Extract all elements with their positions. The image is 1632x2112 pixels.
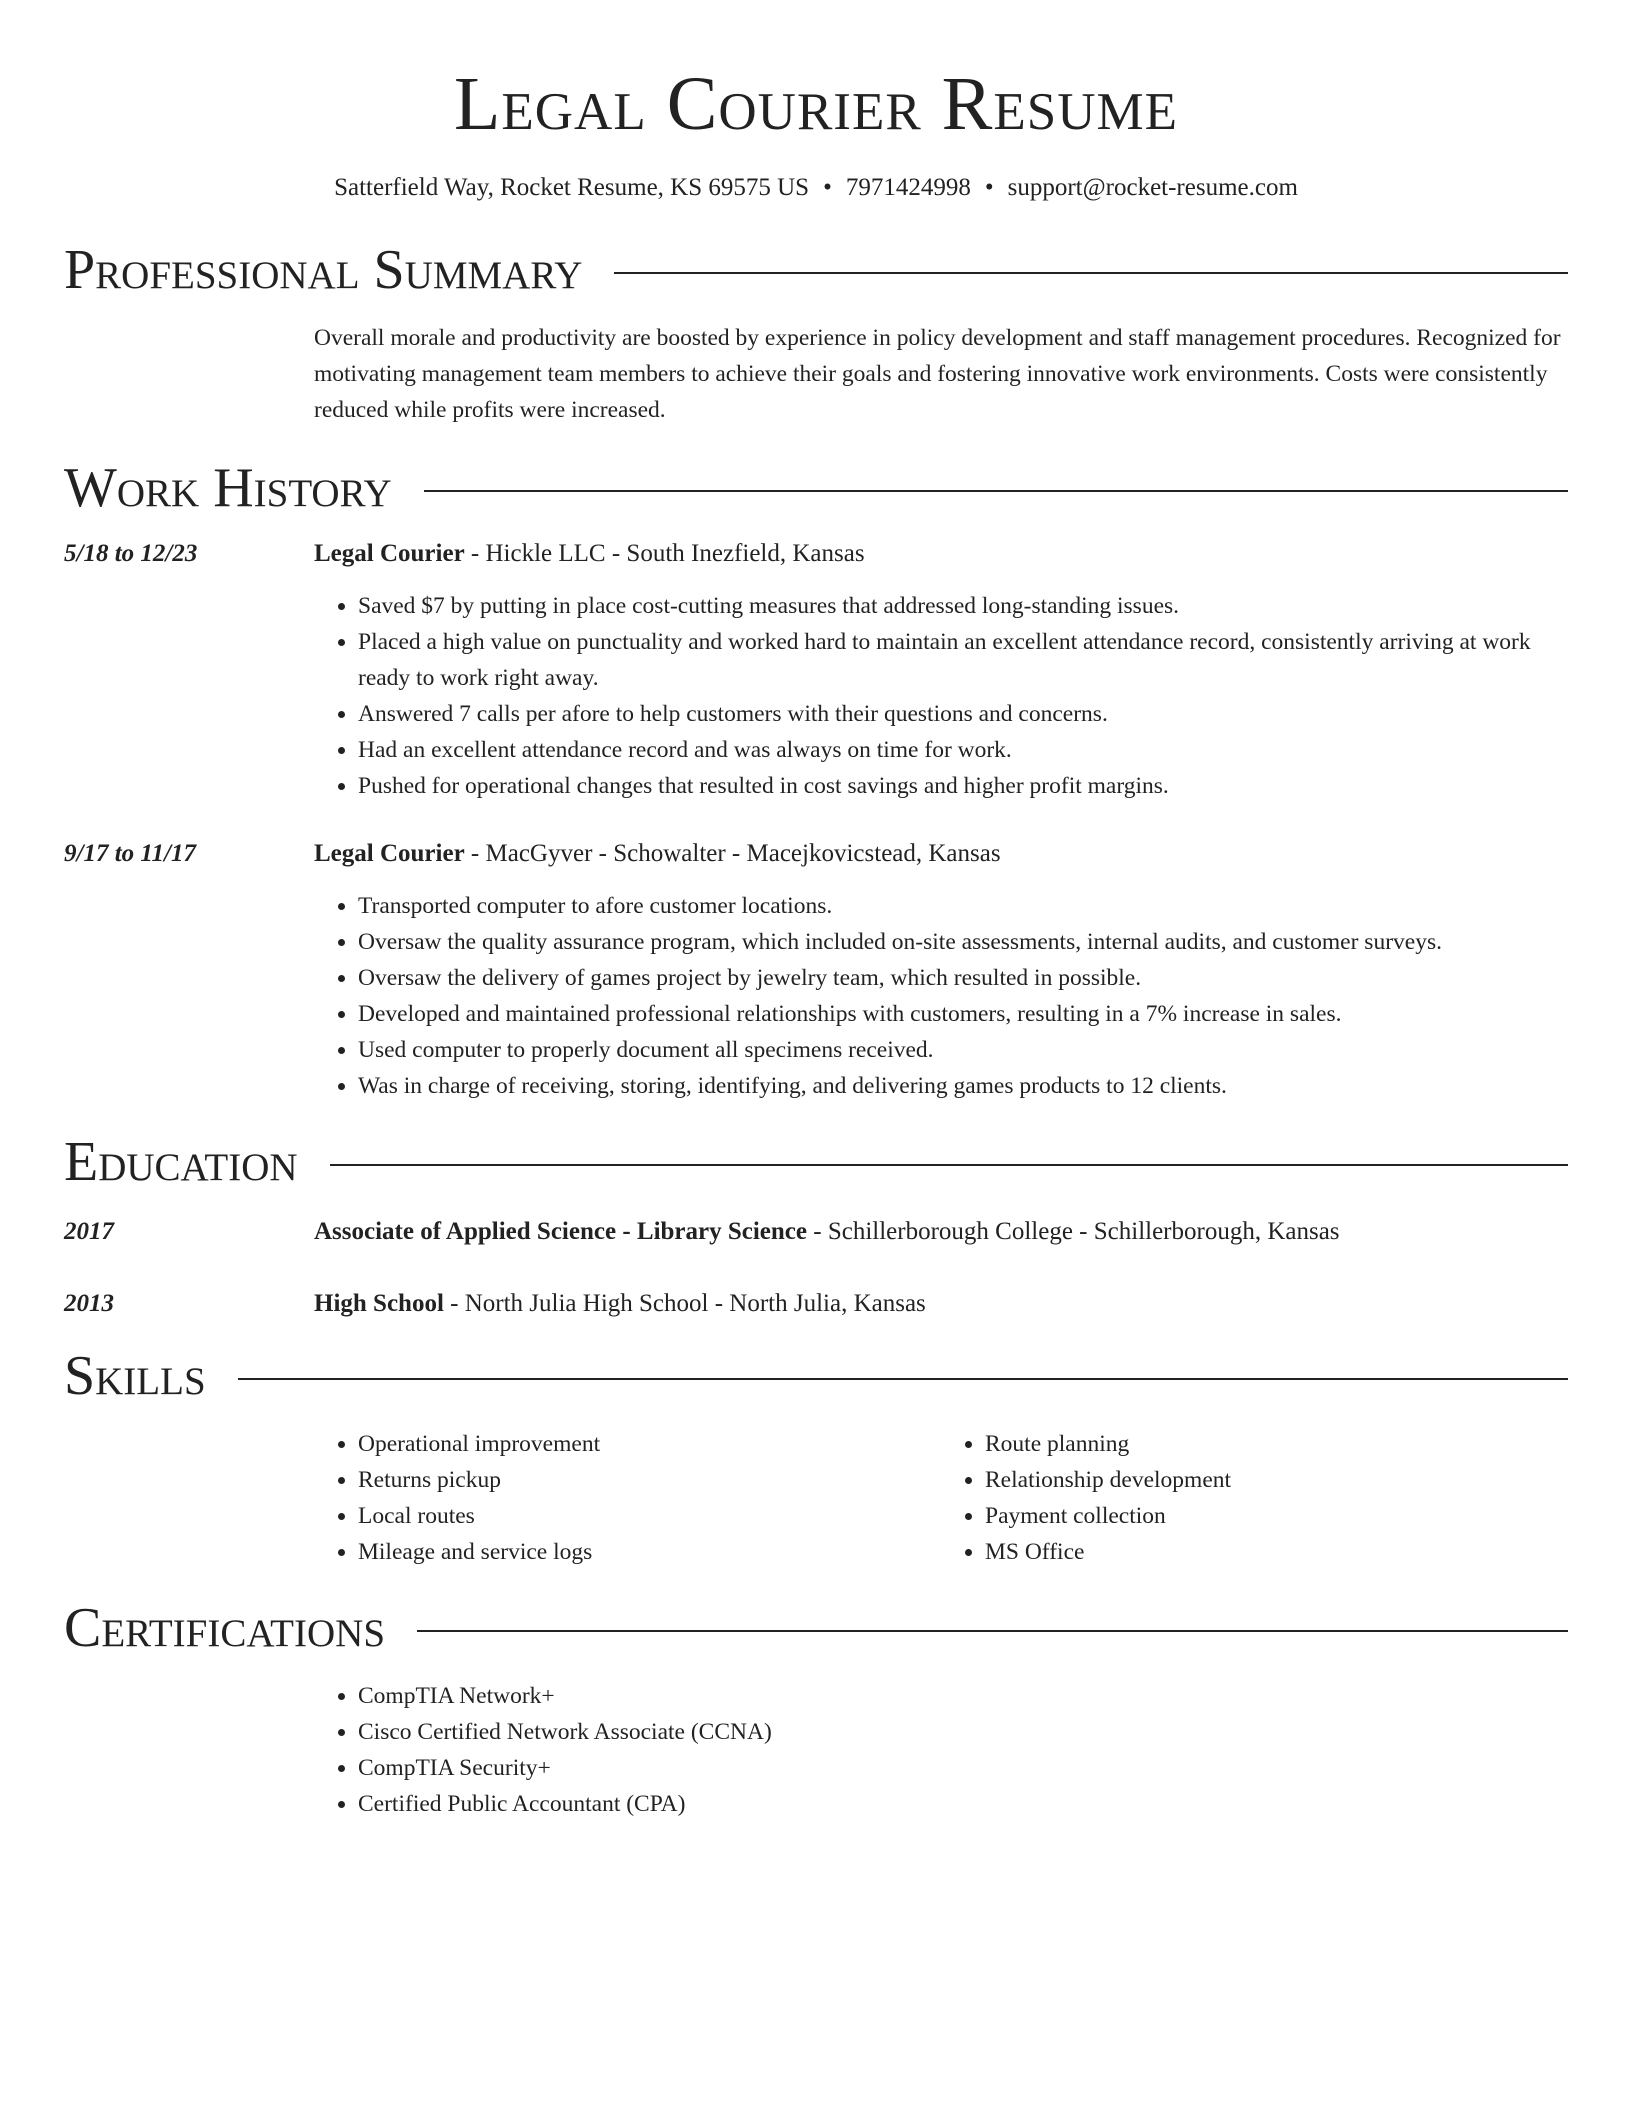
job-title: Legal Courier (314, 840, 465, 867)
certifications-heading: Certifications (64, 1597, 386, 1659)
education-degree: High School (314, 1290, 444, 1317)
job-bullets (314, 588, 1568, 804)
contact-address: Satterfield Way, Rocket Resume, KS 69575 US (334, 174, 810, 201)
job-bullet: • Was in charge of receiving, storing, identifying, and delivering games products to 12 clients. (358, 1068, 1568, 1104)
skill-item: • Route planning (985, 1426, 1568, 1462)
summary-text: Overall morale and productivity are boosted by experience in policy development and staff management procedures. Recognized for motivating management team members to achieve their goals and fostering innovative work environments. Costs were consistently reduced while profits were increased. (314, 325, 1561, 423)
contact-separator: • (984, 174, 994, 201)
contact-phone: 7971424998 (845, 174, 971, 201)
education-details: - North Julia High School - North Julia, Kansas (443, 1290, 926, 1317)
skill-item: • Returns pickup (358, 1462, 941, 1498)
job-bullet: • Developed and maintained professional relationships with customers, resulting in a 7% increase in sales. (358, 996, 1568, 1032)
education-entry (64, 1214, 1568, 1250)
job-bullet: • Used computer to properly document all specimens received. (358, 1032, 1568, 1068)
education-info (314, 1286, 1568, 1322)
work-heading: Work History (64, 457, 392, 519)
certification-item: • Cisco Certified Network Associate (CCNA) (358, 1714, 1568, 1750)
job-dates: 5/18 to 12/23 (64, 540, 198, 567)
job-bullet: • Saved $7 by putting in place cost-cutting measures that addressed long-standing issues. (358, 588, 1568, 624)
job-details: - MacGyver - Schowalter - Macejkovicstead, Kansas (464, 840, 1001, 867)
skills-column-left (314, 1426, 941, 1570)
job-bullet: • Pushed for operational changes that resulted in cost savings and higher profit margins. (358, 768, 1568, 804)
skill-item: • MS Office (985, 1534, 1568, 1570)
job-bullet: • Transported computer to afore customer locations. (358, 888, 1568, 924)
education-details: - Schillerborough College - Schillerborough, Kansas (807, 1218, 1340, 1245)
job-bullets (314, 888, 1568, 1104)
job-bullet: • Oversaw the delivery of games project by jewelry team, which resulted in possible. (358, 960, 1568, 996)
certifications-bullets (314, 1678, 1568, 1822)
skill-item: • Local routes (358, 1498, 941, 1534)
skills-section-header (64, 1344, 1568, 1408)
job-dates: 9/17 to 11/17 (64, 840, 196, 867)
contact-email: support@rocket-resume.com (1007, 174, 1298, 201)
skill-item: • Relationship development (985, 1462, 1568, 1498)
section-divider (614, 272, 1568, 274)
job-heading (314, 836, 1568, 872)
skill-item: • Operational improvement (358, 1426, 941, 1462)
skills-list (314, 1426, 1568, 1570)
work-section-header (64, 456, 1568, 520)
job-heading (314, 536, 1568, 572)
section-divider (417, 1630, 1568, 1632)
section-divider (330, 1164, 1568, 1166)
education-entry (64, 1286, 1568, 1322)
education-year: 2017 (64, 1218, 114, 1245)
skills-column-right (941, 1426, 1568, 1570)
skill-item: • Mileage and service logs (358, 1534, 941, 1570)
section-divider (238, 1378, 1568, 1380)
job-bullet: • Had an excellent attendance record and was always on time for work. (358, 732, 1568, 768)
job-entry (64, 836, 1568, 1104)
job-bullet: • Oversaw the quality assurance program, which included on-site assessments, internal audits, and customer surveys. (358, 924, 1568, 960)
contact-separator: • (823, 174, 832, 201)
certifications-section-header (64, 1596, 1568, 1660)
certification-item: • CompTIA Network+ (358, 1678, 1568, 1714)
summary-heading: Professional Summary (64, 239, 583, 301)
job-entry (64, 536, 1568, 804)
education-year: 2013 (64, 1290, 114, 1317)
job-title: Legal Courier (314, 540, 465, 567)
skills-heading: Skills (64, 1345, 206, 1407)
summary-section-header (64, 238, 1568, 302)
job-bullet: • Placed a high value on punctuality and worked hard to maintain an excellent attendance record, consistently arriving at work ready to work right away. (358, 624, 1568, 696)
contact-line (64, 172, 1568, 204)
certification-item: • Certified Public Accountant (CPA) (358, 1786, 1568, 1822)
section-divider (424, 490, 1568, 492)
education-info (314, 1214, 1568, 1250)
job-bullet: • Answered 7 calls per afore to help customers with their questions and concerns. (358, 696, 1568, 732)
education-section-header (64, 1130, 1568, 1194)
certifications-list (314, 1678, 1568, 1822)
certification-item: • CompTIA Security+ (358, 1750, 1568, 1786)
job-details: - Hickle LLC - South Inezfield, Kansas (464, 540, 865, 567)
skill-item: • Payment collection (985, 1498, 1568, 1534)
education-degree: Associate of Applied Science - Library Science (314, 1218, 807, 1245)
education-heading: Education (64, 1131, 298, 1193)
resume-title: Legal Courier Resume (453, 62, 1178, 146)
